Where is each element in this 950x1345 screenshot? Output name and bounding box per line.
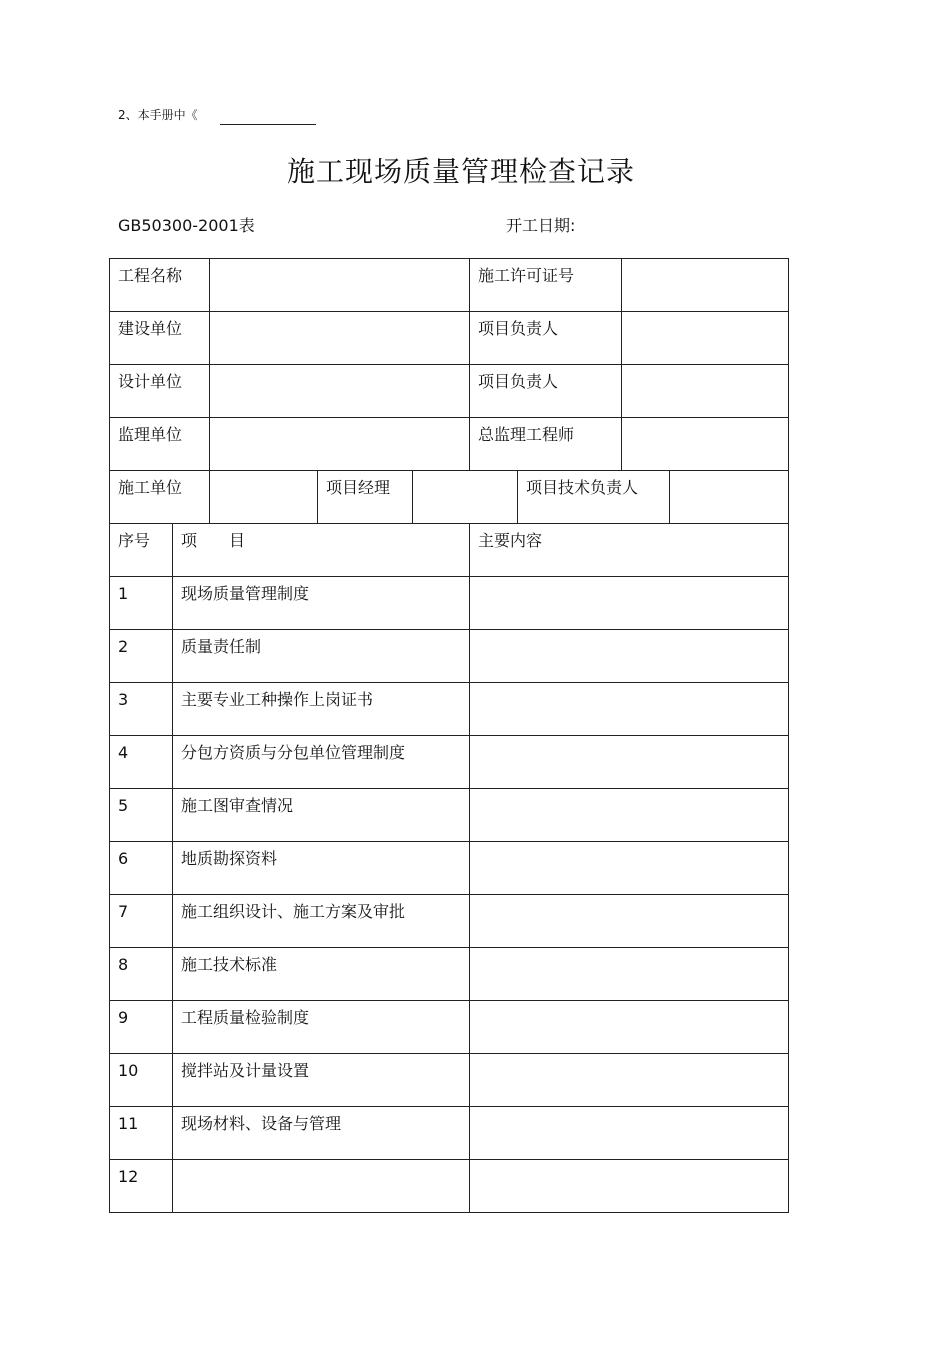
item-cell [173, 683, 470, 736]
table-row [110, 948, 789, 1001]
item-cell [173, 895, 470, 948]
item-name: 施工技术标准 [181, 955, 278, 974]
item-cell [173, 789, 470, 842]
seq-cell [110, 630, 173, 683]
tech-lead-label-cell [518, 471, 670, 524]
project-name-value[interactable] [210, 259, 470, 312]
item-cell [173, 1160, 470, 1213]
start-date-label: 开工日期: [506, 216, 576, 235]
item-cell [173, 736, 470, 789]
designer-pm-value[interactable] [622, 365, 789, 418]
item-cell [173, 842, 470, 895]
item-name: 工程质量检验制度 [181, 1008, 310, 1027]
item-header-cell [173, 524, 470, 577]
item-name: 搅拌站及计量设置 [181, 1061, 310, 1080]
tech-lead-value[interactable] [670, 471, 789, 524]
content-cell[interactable] [470, 789, 789, 842]
contractor-value[interactable] [210, 471, 318, 524]
designer-pm-label-cell [470, 365, 622, 418]
seq-cell [110, 1001, 173, 1054]
seq-cell [110, 683, 173, 736]
designer-value[interactable] [210, 365, 470, 418]
table-row [110, 789, 789, 842]
header-note-underline [220, 124, 316, 125]
seq-cell [110, 577, 173, 630]
supervisor-label: 监理单位 [118, 425, 183, 444]
seq-number: 2 [118, 637, 129, 656]
contractor-label-cell [110, 471, 210, 524]
contractor-label: 施工单位 [118, 478, 183, 497]
content-cell[interactable] [470, 948, 789, 1001]
item-name: 地质勘探资料 [181, 849, 278, 868]
table-row [110, 577, 789, 630]
table-row [110, 1107, 789, 1160]
builder-pm-label: 项目负责人 [478, 319, 559, 338]
seq-number: 9 [118, 1008, 129, 1027]
item-cell [173, 1107, 470, 1160]
permit-label: 施工许可证号 [478, 266, 575, 285]
seq-cell [110, 948, 173, 1001]
table-row [110, 842, 789, 895]
table-row [110, 630, 789, 683]
seq-number: 7 [118, 902, 129, 921]
item-name: 分包方资质与分包单位管理制度 [181, 743, 406, 762]
builder-label-cell [110, 312, 210, 365]
seq-cell [110, 1160, 173, 1213]
seq-number: 11 [118, 1114, 139, 1133]
project-manager-label-cell [318, 471, 413, 524]
seq-header: 序号 [118, 531, 151, 550]
row-column-headers [110, 524, 789, 577]
seq-cell [110, 789, 173, 842]
chief-supervisor-value[interactable] [622, 418, 789, 471]
content-header: 主要内容 [478, 531, 543, 550]
table-row [110, 1054, 789, 1107]
row-builder [110, 312, 789, 365]
item-cell [173, 577, 470, 630]
supervisor-value[interactable] [210, 418, 470, 471]
project-name-label: 工程名称 [118, 266, 183, 285]
builder-pm-label-cell [470, 312, 622, 365]
builder-pm-value[interactable] [622, 312, 789, 365]
item-name: 质量责任制 [181, 637, 262, 656]
project-manager-value[interactable] [413, 471, 518, 524]
supervisor-label-cell [110, 418, 210, 471]
content-header-cell [470, 524, 789, 577]
quality-inspection-table [109, 258, 789, 1213]
seq-cell [110, 1054, 173, 1107]
permit-value[interactable] [622, 259, 789, 312]
designer-label: 设计单位 [118, 372, 183, 391]
content-cell[interactable] [470, 577, 789, 630]
row-project-name [110, 259, 789, 312]
row-supervisor [110, 418, 789, 471]
item-header: 项 目 [181, 531, 246, 550]
content-cell[interactable] [470, 842, 789, 895]
chief-supervisor-label: 总监理工程师 [478, 425, 575, 444]
table-row [110, 1001, 789, 1054]
designer-pm-label: 项目负责人 [478, 372, 559, 391]
item-name: 现场质量管理制度 [181, 584, 310, 603]
content-cell[interactable] [470, 736, 789, 789]
chief-supervisor-label-cell [470, 418, 622, 471]
seq-cell [110, 736, 173, 789]
seq-cell [110, 1107, 173, 1160]
builder-value[interactable] [210, 312, 470, 365]
project-manager-label: 项目经理 [326, 478, 391, 497]
item-cell [173, 630, 470, 683]
item-cell [173, 948, 470, 1001]
designer-label-cell [110, 365, 210, 418]
project-name-label-cell [110, 259, 210, 312]
seq-number: 12 [118, 1167, 139, 1186]
item-cell [173, 1054, 470, 1107]
seq-number: 1 [118, 584, 129, 603]
content-cell[interactable] [470, 1001, 789, 1054]
standard-code: GB50300-2001表 [118, 216, 255, 235]
seq-number: 5 [118, 796, 129, 815]
content-cell[interactable] [470, 895, 789, 948]
content-cell[interactable] [470, 1107, 789, 1160]
seq-header-cell [110, 524, 173, 577]
item-name: 施工图审查情况 [181, 796, 294, 815]
seq-number: 6 [118, 849, 129, 868]
table-row [110, 736, 789, 789]
content-cell[interactable] [470, 630, 789, 683]
content-cell[interactable] [470, 1160, 789, 1213]
item-name: 施工组织设计、施工方案及审批 [181, 902, 406, 921]
table-row [110, 895, 789, 948]
seq-number: 3 [118, 690, 129, 709]
seq-number: 4 [118, 743, 129, 762]
row-designer [110, 365, 789, 418]
seq-cell [110, 842, 173, 895]
seq-number: 10 [118, 1061, 139, 1080]
seq-cell [110, 895, 173, 948]
permit-label-cell [470, 259, 622, 312]
item-rows [110, 577, 789, 1213]
row-contractor [110, 471, 789, 524]
header-note: 2、本手册中《 [118, 108, 198, 122]
table-row [110, 683, 789, 736]
item-name: 主要专业工种操作上岗证书 [181, 690, 374, 709]
item-cell [173, 1001, 470, 1054]
builder-label: 建设单位 [118, 319, 183, 338]
content-cell[interactable] [470, 683, 789, 736]
table-row [110, 1160, 789, 1213]
item-name: 现场材料、设备与管理 [181, 1114, 342, 1133]
tech-lead-label: 项目技术负责人 [526, 478, 639, 497]
page-title: 施工现场质量管理检查记录 [286, 155, 635, 188]
content-cell[interactable] [470, 1054, 789, 1107]
seq-number: 8 [118, 955, 129, 974]
